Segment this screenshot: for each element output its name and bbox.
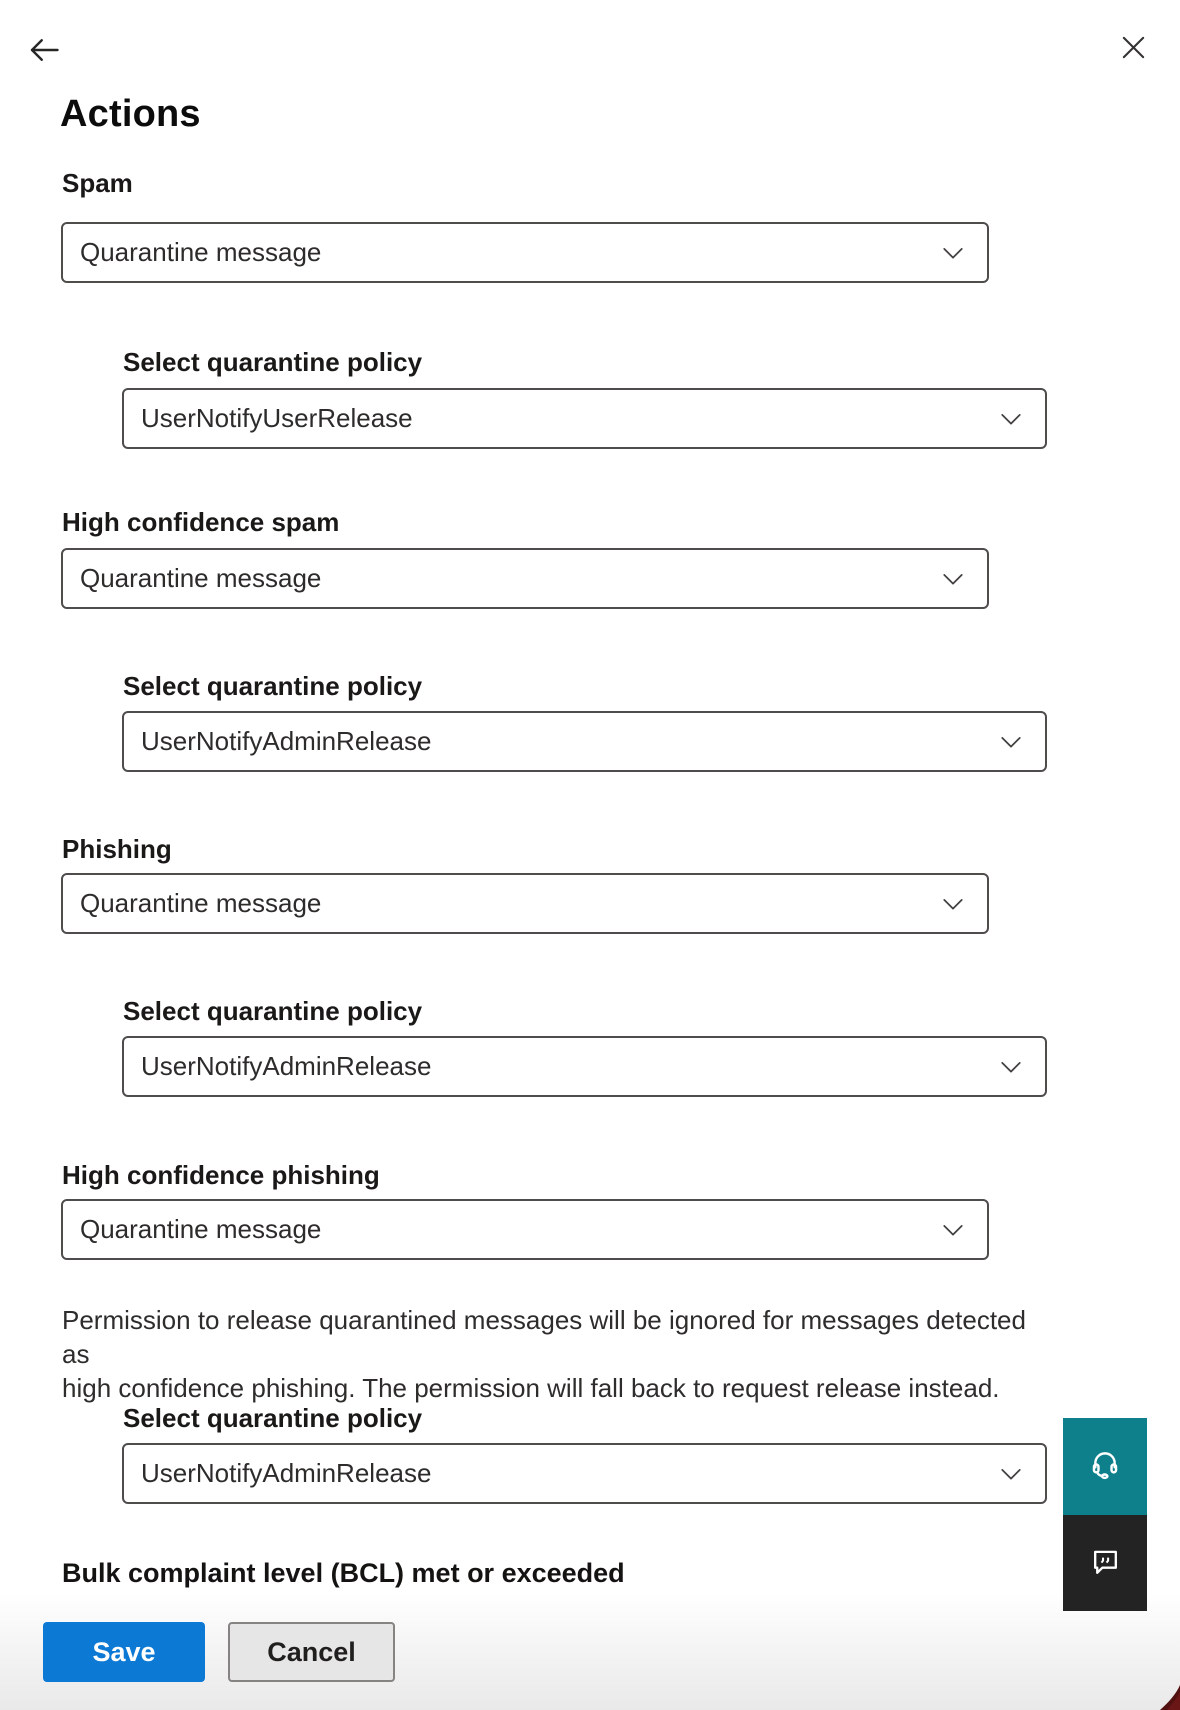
- close-icon: [1117, 52, 1150, 67]
- spam-action-value: Quarantine message: [80, 237, 322, 267]
- section-label-phishing: Phishing: [62, 834, 172, 864]
- spam-policy-label: Select quarantine policy: [123, 347, 423, 377]
- back-button[interactable]: [26, 32, 62, 68]
- high-confidence-spam-policy-label: Select quarantine policy: [123, 671, 423, 701]
- back-arrow-icon: [26, 56, 62, 71]
- phishing-policy-label: Select quarantine policy: [123, 996, 423, 1026]
- high-confidence-spam-action-value: Quarantine message: [80, 563, 322, 593]
- spam-action-dropdown[interactable]: [61, 222, 989, 283]
- feedback-button[interactable]: [1063, 1515, 1147, 1611]
- chevron-down-icon: [939, 890, 967, 918]
- support-button[interactable]: [1063, 1418, 1147, 1515]
- section-label-bulk-complaint-level: Bulk complaint level (BCL) met or exceeded: [62, 1558, 625, 1588]
- high-confidence-spam-policy-dropdown[interactable]: [122, 711, 1047, 772]
- chevron-down-icon: [939, 1216, 967, 1244]
- page-title: Actions: [60, 93, 201, 135]
- chevron-down-icon: [939, 565, 967, 593]
- headset-icon: [1088, 1448, 1122, 1485]
- cancel-button[interactable]: Cancel: [228, 1622, 395, 1682]
- high-confidence-spam-action-dropdown[interactable]: [61, 548, 989, 609]
- phishing-action-dropdown[interactable]: [61, 873, 989, 934]
- save-button[interactable]: Save: [43, 1622, 205, 1682]
- phishing-action-value: Quarantine message: [80, 888, 322, 918]
- section-label-high-confidence-spam: High confidence spam: [62, 507, 340, 537]
- corner-artifact: [1160, 1683, 1180, 1710]
- chevron-down-icon: [939, 239, 967, 267]
- spam-policy-dropdown[interactable]: [122, 388, 1047, 449]
- close-button[interactable]: [1117, 31, 1150, 64]
- high-confidence-phishing-policy-label: Select quarantine policy: [123, 1403, 423, 1433]
- section-label-spam: Spam: [62, 168, 133, 198]
- section-label-high-confidence-phishing: High confidence phishing: [62, 1160, 380, 1190]
- phishing-policy-value: UserNotifyAdminRelease: [141, 1051, 432, 1081]
- chevron-down-icon: [997, 728, 1025, 756]
- chevron-down-icon: [997, 1053, 1025, 1081]
- high-confidence-phishing-note: Permission to release quarantined messages will be ignored for messages detected as high confidence phishing. The permission will fall back to request release instead.: [62, 1305, 1026, 1403]
- chevron-down-icon: [997, 1460, 1025, 1488]
- chevron-down-icon: [997, 405, 1025, 433]
- high-confidence-phishing-action-dropdown[interactable]: [61, 1199, 989, 1260]
- high-confidence-spam-policy-value: UserNotifyAdminRelease: [141, 726, 432, 756]
- phishing-policy-dropdown[interactable]: [122, 1036, 1047, 1097]
- high-confidence-phishing-policy-value: UserNotifyAdminRelease: [141, 1458, 432, 1488]
- spam-policy-value: UserNotifyUserRelease: [141, 403, 413, 433]
- high-confidence-phishing-policy-dropdown[interactable]: [122, 1443, 1047, 1504]
- high-confidence-phishing-action-value: Quarantine message: [80, 1214, 322, 1244]
- speech-bubble-icon: [1089, 1545, 1122, 1581]
